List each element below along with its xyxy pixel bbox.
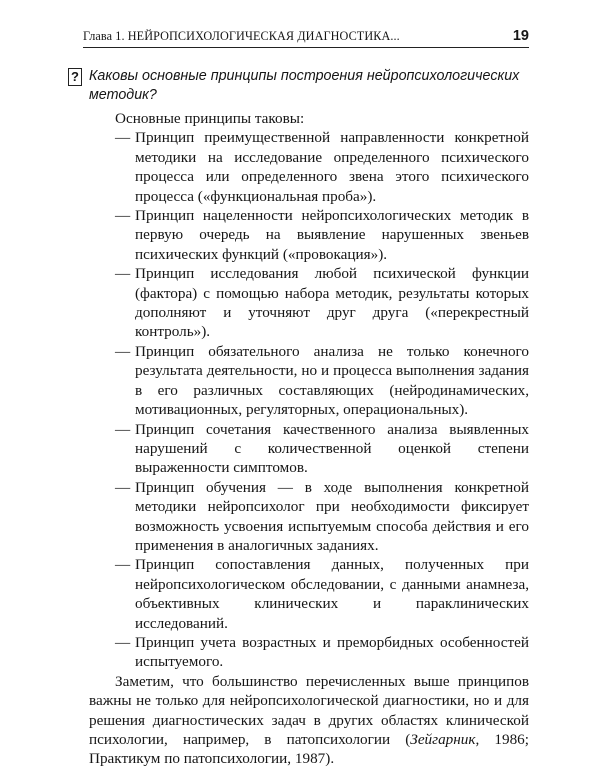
header-rule — [83, 47, 529, 48]
body-text — [89, 109, 529, 769]
closing-text-end: , 1986; Практикум по патопсихологии, 1987). — [89, 731, 529, 768]
dash-marker: — — [115, 129, 131, 147]
principle-text: Принцип сочетания качественного анализа выявленных нарушений с количественной оценкой степени выраженности симптомов. — [135, 420, 529, 477]
principle-item — [89, 478, 529, 556]
principle-text: Принцип обязательного анализа не только конечного результата деятельности, но и процесса выполнения задания в его различных составляющих (нейродинамических, мотивационных, регуляторных, операциональных). — [135, 342, 529, 419]
closing-paragraph — [89, 672, 529, 769]
question-mark-icon: ? — [68, 68, 82, 86]
principles-list — [89, 128, 529, 671]
dash-marker: — — [115, 478, 131, 496]
principle-item — [89, 342, 529, 420]
principle-item — [89, 420, 529, 478]
principle-item — [89, 206, 529, 264]
principle-item — [89, 128, 529, 206]
principle-text: Принцип сопоставления данных, полученных при нейропсихологическом обследовании, с данными анамнеза, объективных клинических и параклинических исследований. — [135, 556, 529, 632]
citation-author: Зейгарник — [410, 731, 476, 748]
running-header — [83, 27, 529, 45]
page-number: 19 — [512, 28, 529, 44]
principle-text: Принцип учета возрастных и преморбидных особенностей испытуемого. — [135, 633, 529, 671]
principle-item — [89, 633, 529, 672]
principle-item — [89, 264, 529, 342]
principle-text: Принцип преимущественной направленности конкретной методики на исследование определенного психического процесса или определенного звена этого психического процесса («функциональная проба»). — [135, 129, 529, 205]
dash-marker: — — [115, 633, 131, 651]
dash-marker: — — [115, 342, 131, 360]
principle-text: Принцип нацеленности нейропсихологических методик в первую очередь на выявление нарушенных звеньев психических функций («провокация»). — [135, 207, 529, 263]
question-heading: Каковы основные принципы построения нейропсихологических методик? — [89, 68, 520, 103]
dash-marker: — — [115, 265, 131, 283]
dash-marker: — — [115, 556, 131, 574]
principle-item — [89, 555, 529, 633]
dash-marker: — — [115, 420, 131, 438]
dash-marker: — — [115, 207, 131, 225]
principle-text: Принцип обучения — в ходе выполнения конкретной методики нейропсихолог при необходимости фиксирует возможность усвоения испытуемым способа действия и его применения в аналогичных заданиях. — [135, 478, 529, 554]
principle-text: Принцип исследования любой психической функции (фактора) с помощью набора методик, результаты которых дополняют и уточняют друг друга («перекрестный контроль»). — [135, 265, 529, 341]
intro-paragraph: Основные принципы таковы: — [115, 110, 305, 127]
closing-text-start: Заметим, что большинство перечисленных выше принципов важны не только для нейропсихологической диагностики, но и для решения диагностических задач в других областях клинической психологии, например, в патопсихологии ( — [89, 672, 529, 748]
running-title: Глава 1. НЕЙРОПСИХОЛОГИЧЕСКАЯ ДИАГНОСТИКА... — [83, 28, 400, 43]
